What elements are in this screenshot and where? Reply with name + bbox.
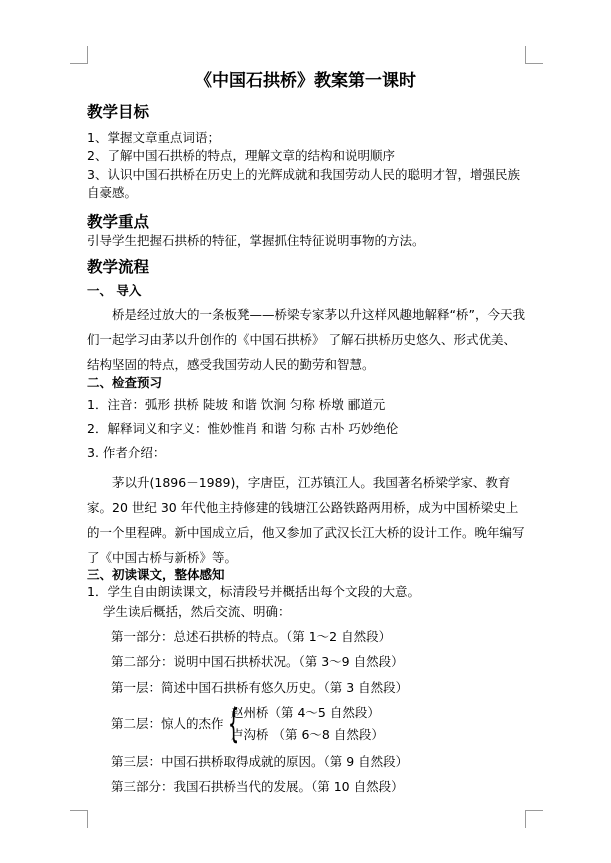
flow-heading: 教学流程 (87, 258, 150, 276)
document-title: 《中国石拱桥》教案第一课时 (195, 71, 416, 91)
goal-item: 2、了解中国石拱桥的特点，理解文章的结构和说明顺序 (87, 148, 395, 163)
intro-heading: 一、 导入 (87, 283, 142, 298)
outline-layer: 第三层：中国石拱桥取得成就的原因。（第 9 自然段） (111, 754, 409, 769)
key-text: 引导学生把握石拱桥的特征，掌握抓住特征说明事物的方法。 (87, 233, 425, 248)
key-heading: 教学重点 (87, 213, 150, 231)
outline-layer: 第二层：惊人的杰作 (111, 716, 224, 731)
outline-part: 第二部分：说明中国石拱桥状况。（第 3～9 自然段） (111, 654, 404, 669)
crop-mark (87, 810, 88, 828)
preview-item: 1．注音：弧形 拱桥 陡坡 和谐 饮涧 匀称 桥墩 郦道元 (87, 397, 386, 412)
reading-heading: 三、初读课文，整体感知 (87, 567, 225, 582)
preview-item: 2．解释词义和字义：惟妙惟肖 和谐 匀称 古朴 巧妙绝伦 (87, 421, 399, 436)
goal-item: 1、掌握文章重点词语； (87, 130, 220, 145)
reading-task: 1．学生自由朗读课文，标清段号并概括出每个文段的大意。 (87, 584, 420, 599)
preview-item: 3. 作者介绍： (87, 445, 166, 460)
outline-part: 第三部分：我国石拱桥当代的发展。（第 10 自然段） (111, 779, 404, 794)
crop-mark (87, 46, 88, 64)
reading-note: 学生读后概括，然后交流、明确： (103, 604, 291, 619)
goal-item: 3、认识中国石拱桥在历史上的光辉成就和我国劳动人民的聪明才智，增强民族自豪感。 (87, 167, 520, 200)
outline-subitem: 卢沟桥 （第 6～8 自然段） (231, 727, 384, 742)
author-paragraph: 茅以升(1896－1989)，字唐臣，江苏镇江人。我国著名桥梁学家、教育家。20 世纪 30 年代他主持修建的钱塘江公路铁路两用桥，成为中国桥梁史上的一个里程碑。新中国成立后，他又参加了武汉长江大桥的设计工作。晚年编写了《中国古桥与新桥》等。 (87, 475, 525, 565)
outline-layer: 第一层：简述中国石拱桥有悠久历史。（第 3 自然段） (111, 680, 409, 695)
outline-brace: { (228, 702, 240, 747)
crop-mark (525, 810, 526, 828)
goals-heading: 教学目标 (87, 103, 150, 121)
crop-mark (70, 810, 88, 811)
outline-subitem: 赵州桥（第 4～5 自然段） (231, 705, 380, 720)
intro-paragraph: 桥是经过放大的一条板凳——桥梁专家茅以升这样风趣地解释“桥”，今天我们一起学习由茅以升创作的《中国石拱桥》 了解石拱桥历史悠久、形式优美、结构坚固的特点，感受我国劳动人民的勤劳和智慧。 (87, 307, 525, 372)
crop-mark (525, 63, 543, 64)
preview-heading: 二、检查预习 (87, 375, 163, 390)
crop-mark (525, 46, 526, 64)
outline-part: 第一部分：总述石拱桥的特点。（第 1～2 自然段） (111, 629, 392, 644)
crop-mark (525, 810, 543, 811)
crop-mark (70, 63, 88, 64)
